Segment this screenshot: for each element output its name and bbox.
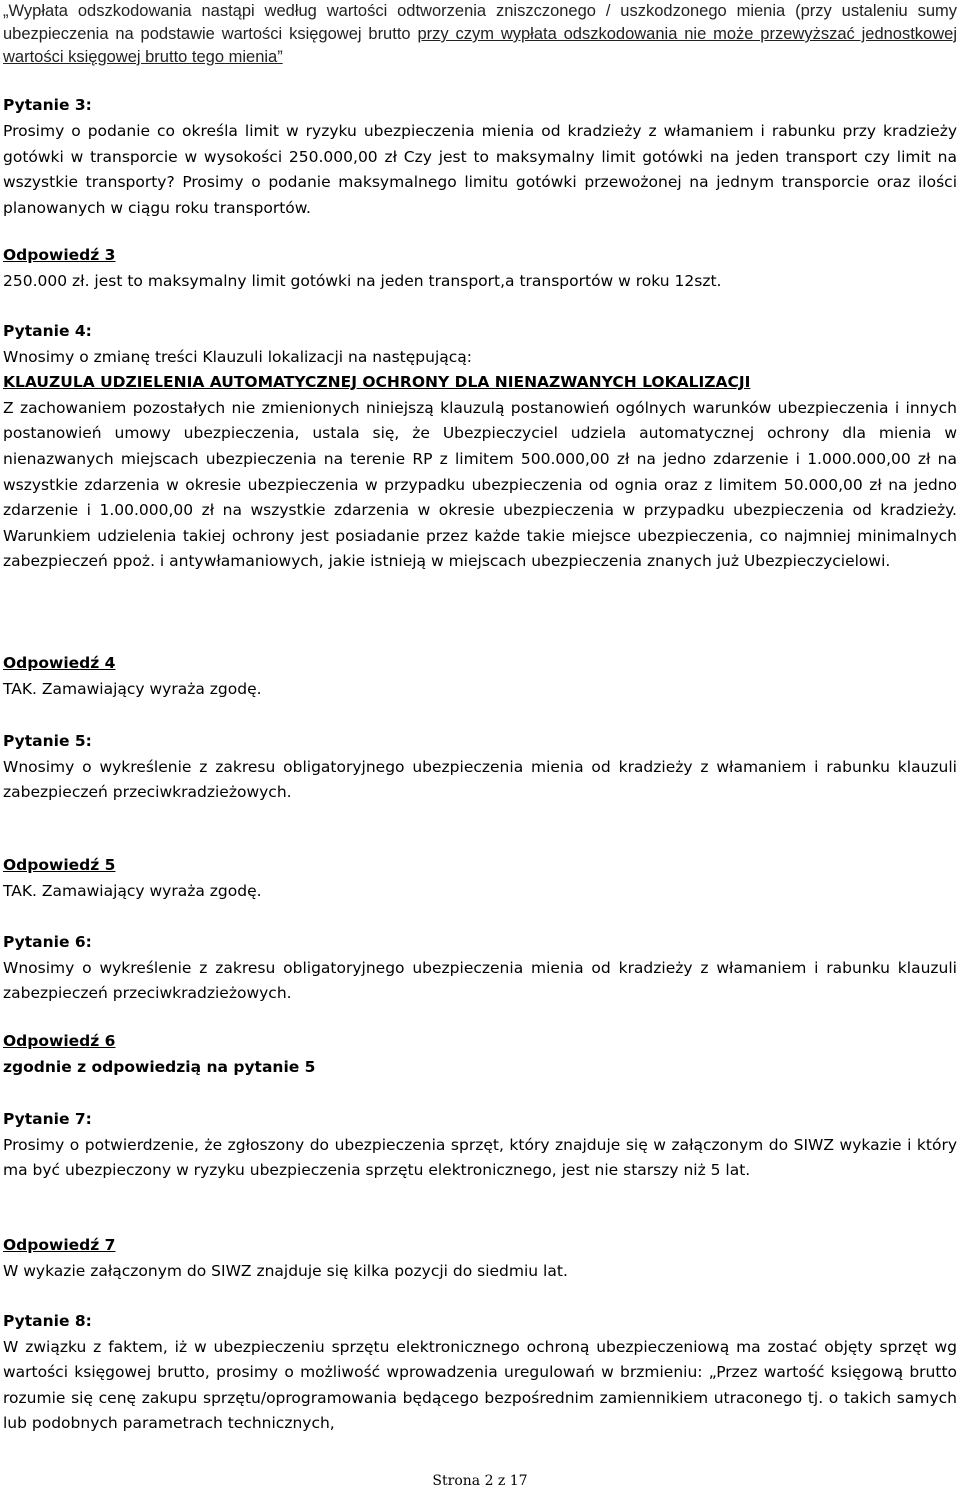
answer-7 xyxy=(3,1233,957,1284)
question-7 xyxy=(3,1107,957,1184)
answer-4-label: Odpowiedź 4 xyxy=(3,654,116,672)
footer-separator: z xyxy=(493,1473,510,1489)
question-5-text: Wnosimy o wykreślenie z zakresu obligatoryjnego ubezpieczenia mienia od kradzieży z włamaniem i rabunku klauzuli zabezpieczeń przeciwkradzieżowych. xyxy=(3,757,957,802)
question-6-text: Wnosimy o wykreślenie z zakresu obligatoryjnego ubezpieczenia mienia od kradzieży z włamaniem i rabunku klauzuli zabezpieczeń przeciwkradzieżowych. xyxy=(3,958,957,1003)
answer-3-text: 250.000 zł. jest to maksymalny limit gotówki na jeden transport,a transportów w roku 12szt. xyxy=(3,271,722,290)
question-3-body xyxy=(3,119,957,221)
question-3-text-a: Prosimy o podanie co określa limit w ryzyku ubezpieczenia mienia od kradzieży z włamaniem i rabunku przy kradzieży gotówki w transporcie w wysokości 250 xyxy=(3,122,957,166)
answer-4-text: TAK. Zamawiający wyraża zgodę. xyxy=(3,679,262,698)
footer-page-number: 2 xyxy=(484,1473,494,1489)
intro-paragraph xyxy=(3,0,957,69)
question-7-label: Pytanie 7: xyxy=(3,1110,92,1128)
question-5-label: Pytanie 5: xyxy=(3,732,92,750)
answer-4 xyxy=(3,651,957,702)
intro-underlined-text: przy czym wypłata odszkodowania nie może przewyższać jednostkowej wartości księgowej brutto tego mienia” xyxy=(3,25,957,66)
question-6-label: Pytanie 6: xyxy=(3,933,92,951)
footer-prefix: Strona xyxy=(432,1473,485,1489)
answer-6-label: Odpowiedź 6 xyxy=(3,1032,116,1050)
answer-5-text: TAK. Zamawiający wyraża zgodę. xyxy=(3,881,262,900)
question-4-label: Pytanie 4: xyxy=(3,322,92,340)
question-8-text: W związku z faktem, iż w ubezpieczeniu sprzętu elektronicznego ochroną ubezpieczeniową ma zostać objęty sprzęt wg wartości księgowej brutto, prosimy o możliwość wprowadzenia uregulowań w brzmieniu: „Przez wartość księgową brutto rozumie się cenę zakupu sprzętu/oprogramowania będącego bezpośrednim zamiennikiem utraconego tj. o takich samych lub podobnych parametrach technicznych, xyxy=(3,1337,957,1433)
answer-6-text: zgodnie z odpowiedzią na pytanie 5 xyxy=(3,1057,316,1076)
question-3 xyxy=(3,93,957,119)
answer-3-label: Odpowiedź 3 xyxy=(3,246,116,264)
question-4-text: Wnosimy o zmianę treści Klauzuli lokalizacji na następującą: xyxy=(3,347,472,366)
clause-title: KLAUZULA UDZIELENIA AUTOMATYCZNEJ OCHRONY DLA NIENAZWANYCH LOKALIZACJI xyxy=(3,373,751,392)
question-5 xyxy=(3,729,957,806)
page-footer xyxy=(0,1473,960,1489)
answer-7-text: W wykazie załączonym do SIWZ znajduje się kilka pozycji do siedmiu lat. xyxy=(3,1261,568,1280)
question-3-text-b: .000,00 zł Czy jest to maksymalny limit gotówki na jeden transport czy limit na wszystkie transporty? Prosimy o podanie maksymalnego limitu gotówki przewożonej na jednym transporcie oraz ilości planowanych w ciągu roku transportów. xyxy=(3,147,957,217)
answer-7-label: Odpowiedź 7 xyxy=(3,1236,116,1254)
question-6 xyxy=(3,930,957,1007)
answer-5-label: Odpowiedź 5 xyxy=(3,856,116,874)
answer-5 xyxy=(3,853,957,904)
question-3-label: Pytanie 3: xyxy=(3,96,92,114)
answer-3 xyxy=(3,243,957,294)
clause-text: Z zachowaniem pozostałych nie zmienionych niniejszą klauzulą postanowień ogólnych warunków ubezpieczenia i innych postanowień umowy ubezpieczenia, ustala się, że Ubezpieczyciel udziela automatycznej ochrony dla mienia w nienazwanych miejscach ubezpieczenia na terenie RP z limitem 500.000,00 zł na jedno zdarzenie i 1.000.000,00 zł na wszystkie zdarzenia w okresie ubezpieczenia w przypadku ubezpieczenia od ognia oraz z limitem 50.000,00 zł na jedno zdarzenie i 1.00.000,00 zł na wszystkie zdarzenia w okresie ubezpieczenia w przypadku ubezpieczenia od kradzieży. Warunkiem udzielenia takiej ochrony jest posiadanie przez każde takie miejsce ubezpieczenia, co najmniej minimalnych zabezpieczeń ppoż. i antywłamaniowych, jakie istnieją w miejscach ubezpieczenia znanych już Ubezpieczycielowi. xyxy=(3,398,957,571)
question-7-text: Prosimy o potwierdzenie, że zgłoszony do ubezpieczenia sprzęt, który znajduje się w załączonym do SIWZ wykazie i który ma być ubezpieczony w ryzyku ubezpieczenia sprzętu elektronicznego, jest nie starszy niż 5 lat. xyxy=(3,1135,957,1180)
answer-6 xyxy=(3,1029,957,1080)
question-8 xyxy=(3,1309,957,1437)
intro-text: „Wypłata odszkodowania nastąpi według wartości odtworzenia zniszczonego / uszkodzonego mienia (przy ustaleniu sumy ubezpieczenia na podstawie wartości księgowej brutto xyxy=(3,2,957,43)
footer-total-pages: 17 xyxy=(509,1473,528,1489)
question-4 xyxy=(3,319,957,575)
question-8-label: Pytanie 8: xyxy=(3,1312,92,1330)
